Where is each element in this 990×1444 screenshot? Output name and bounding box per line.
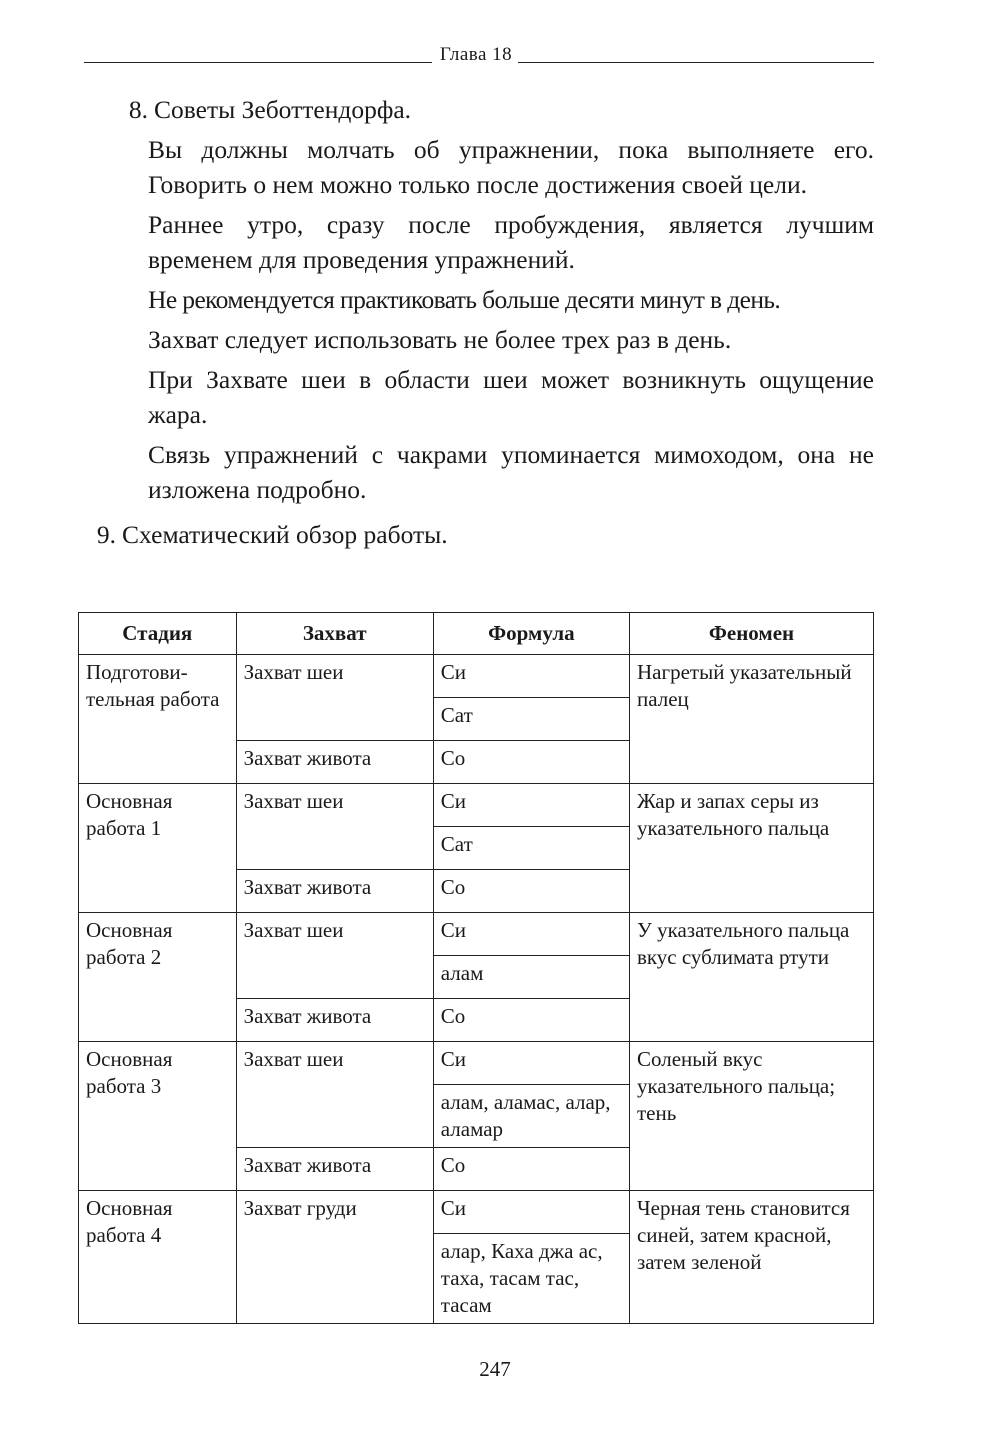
formula-cell: Си xyxy=(433,913,629,956)
stage-cell: Основная работа 3 xyxy=(79,1042,237,1191)
table-row xyxy=(79,655,874,698)
stage-cell: Подготови-тельная работа xyxy=(79,655,237,784)
section-8-heading xyxy=(78,92,874,127)
phenomenon-cell: У указательного пальца вкус сублимата ртути xyxy=(629,913,873,1042)
phenomenon-cell: Черная тень становится синей, затем красной, затем зеленой xyxy=(629,1191,873,1324)
stage-cell: Основная работа 2 xyxy=(79,913,237,1042)
formula-cell: Со xyxy=(433,999,629,1042)
header-rule-right xyxy=(518,62,874,63)
formula-cell: алар, Каха джа ас, таха, тасам тас, тасам xyxy=(433,1234,629,1324)
page-body xyxy=(78,92,874,552)
formula-cell: Со xyxy=(433,1148,629,1191)
grip-cell: Захват шеи xyxy=(236,784,433,870)
paragraph-three-times: Захват следует использовать не более трех раз в день. xyxy=(148,325,732,354)
paragraph-heat: При Захвате шеи в области шеи может возникнуть ощущение жара. xyxy=(148,365,874,429)
paragraph-ten-minutes: Не рекомендуется практиковать больше десяти минут в день. xyxy=(148,285,781,314)
phenomenon-cell: Нагретый указательный палец xyxy=(629,655,873,784)
stage-cell: Основная работа 1 xyxy=(79,784,237,913)
grip-cell: Захват живота xyxy=(236,870,433,913)
table-row xyxy=(79,1191,874,1234)
paragraph-silence: Вы должны молчать об упражнении, пока выполняете его. Говорить о нем можно только после достижения своей цели. xyxy=(148,135,874,199)
section-8-number: 8. xyxy=(128,95,148,124)
formula-cell: Си xyxy=(433,784,629,827)
formula-cell: Си xyxy=(433,1191,629,1234)
formula-cell: Сат xyxy=(433,827,629,870)
section-9-title: Схематический обзор работы. xyxy=(122,520,448,549)
table-row xyxy=(79,1042,874,1085)
header-formula: Формула xyxy=(433,613,629,655)
table-row xyxy=(79,784,874,827)
formula-cell: алам xyxy=(433,956,629,999)
header-stage: Стадия xyxy=(79,613,237,655)
table-header-row xyxy=(79,613,874,655)
formula-cell: Со xyxy=(433,741,629,784)
grip-cell: Захват шеи xyxy=(236,1042,433,1148)
paragraph-morning: Раннее утро, сразу после пробуждения, является лучшим временем для проведения упражнений. xyxy=(148,210,874,274)
phenomenon-cell: Жар и запах серы из указательного пальца xyxy=(629,784,873,913)
formula-cell: алам, аламас, алар, аламар xyxy=(433,1085,629,1148)
grip-cell: Захват шеи xyxy=(236,655,433,741)
formula-cell: Си xyxy=(433,1042,629,1085)
section-9-heading xyxy=(78,517,874,552)
header-phenomenon: Феномен xyxy=(629,613,873,655)
grip-cell: Захват живота xyxy=(236,1148,433,1191)
grip-cell: Захват живота xyxy=(236,999,433,1042)
running-header xyxy=(84,44,874,66)
header-rule-left xyxy=(84,62,432,63)
page-number: 247 xyxy=(479,1357,511,1381)
formula-cell: Со xyxy=(433,870,629,913)
grip-cell: Захват живота xyxy=(236,741,433,784)
table-row xyxy=(79,913,874,956)
grip-cell: Захват шеи xyxy=(236,913,433,999)
phenomenon-cell: Соленый вкус указательного пальца; тень xyxy=(629,1042,873,1191)
chapter-title: Глава 18 xyxy=(439,44,513,65)
header-grip: Захват xyxy=(236,613,433,655)
stage-cell: Основная работа 4 xyxy=(79,1191,237,1324)
work-overview-table xyxy=(78,612,874,1324)
section-8-title: Советы Зеботтендорфа. xyxy=(154,95,412,124)
paragraph-chakras: Связь упражнений с чакрами упоминается мимоходом, она не изложена подробно. xyxy=(148,440,874,504)
formula-cell: Сат xyxy=(433,698,629,741)
formula-cell: Си xyxy=(433,655,629,698)
grip-cell: Захват груди xyxy=(236,1191,433,1324)
section-9-number: 9. xyxy=(96,520,116,549)
